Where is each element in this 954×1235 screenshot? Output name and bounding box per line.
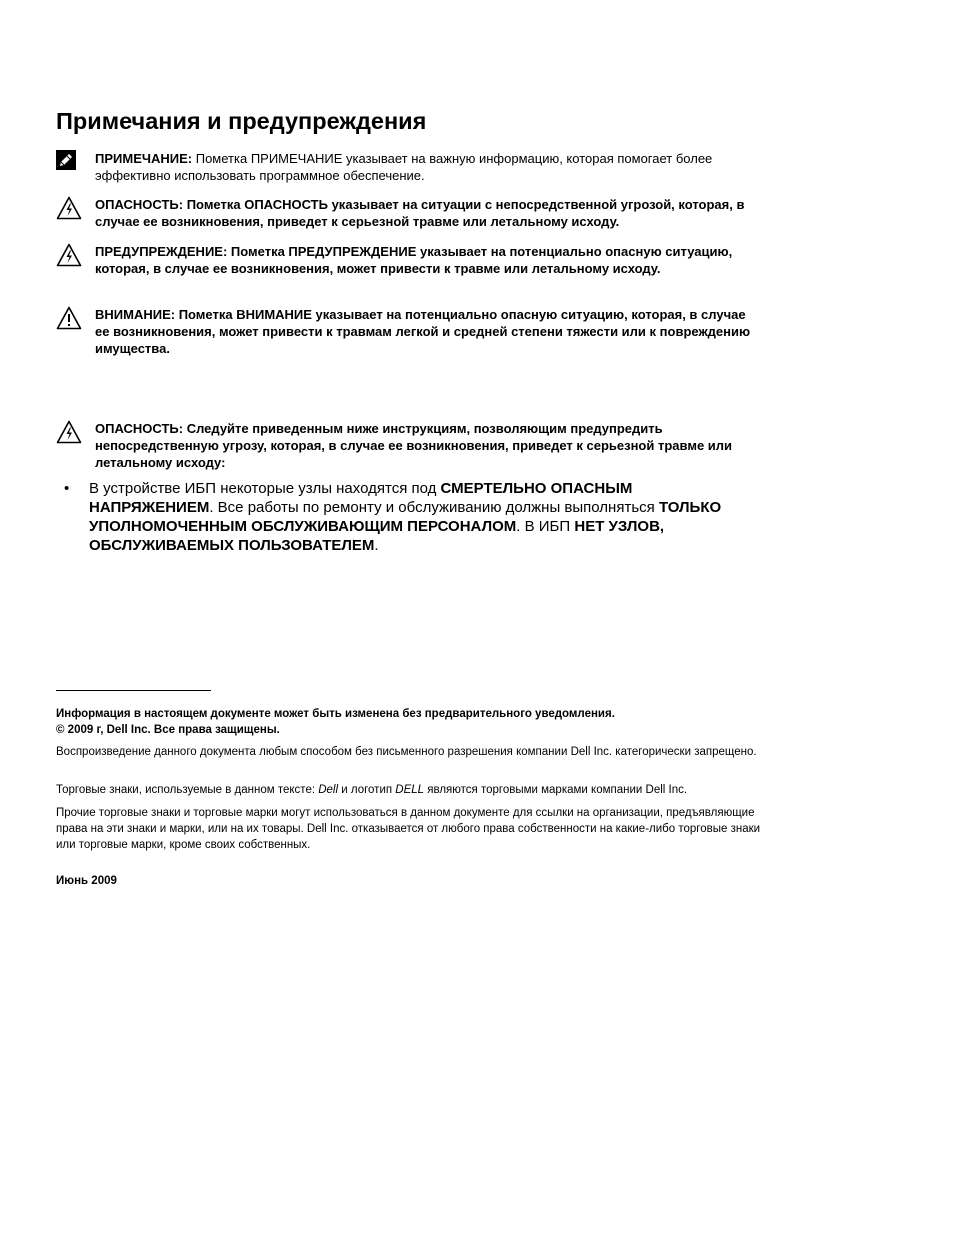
trademarks-text: и логотип <box>338 784 396 796</box>
caution-triangle-icon <box>56 306 80 330</box>
trademarks-text: являются торговыми марками компании Dell Inc. <box>424 784 688 796</box>
electric-hazard-icon <box>56 243 80 267</box>
warning-notice <box>56 243 756 277</box>
trademarks-text: Торговые знаки, используемые в данном тексте: <box>56 784 319 796</box>
notice-text: Следуйте приведенным ниже инструкциям, позволяющим предупредить непосредственную угрозу, которая, в случае ее возникновения, приведет к серьезной травме или летальному исходу: <box>95 421 733 470</box>
bullet-marker: • <box>64 480 70 497</box>
publication-date: Июнь 2009 <box>56 875 117 887</box>
notice-label: ПРЕДУПРЕЖДЕНИЕ: <box>95 244 228 259</box>
bullet-emphasis: НЕТ УЗЛОВ, ОБСЛУЖИВАЕМЫХ ПОЛЬЗОВАТЕЛЕМ <box>89 518 665 554</box>
bullet-text: . В ИБП <box>516 518 575 535</box>
copyright: © 2009 г, Dell Inc. Все права защищены. <box>56 724 280 736</box>
trademarks-notice <box>56 782 766 798</box>
page-title: Примечания и предупреждения <box>56 108 427 134</box>
notice-label: ВНИМАНИЕ: <box>95 307 176 322</box>
hazard-bullet-item <box>64 479 724 555</box>
notice-text: Пометка ПРИМЕЧАНИЕ указывает на важную информацию, которая помогает более эффективно использовать программное обеспечение. <box>95 151 713 183</box>
bullet-text: . Все работы по ремонту и обслуживанию должны выполняться <box>209 499 659 516</box>
trademark-dell: Dell <box>318 784 339 796</box>
bullet-text: В устройстве ИБП некоторые узлы находятся под <box>89 480 441 497</box>
reproduction-notice: Воспроизведение данного документа любым способом без письменного разрешения компании Dell Inc. категорически запрещено. <box>56 746 757 758</box>
notice-text: Пометка ОПАСНОСТЬ указывает на ситуации с непосредственной угрозой, которая, в случае ее возникновения, приведет к серьезной травме или летальному исходу. <box>95 197 745 229</box>
caution-notice <box>56 306 756 357</box>
other-trademarks-notice: Прочие торговые знаки и торговые марки могут использоваться в данном документе для ссылки на организации, предъявляющие права на эти знаки и марки, или на их товары. Dell Inc. отказывается от любого права собственности на какие-либо торговые знаки или торговые марки, кроме своих собственных. <box>56 807 761 851</box>
electric-hazard-icon <box>56 196 80 220</box>
trademark-dell-logo: DELL <box>395 784 425 796</box>
danger-instructions-notice <box>56 420 756 471</box>
info-notice: Информация в настоящем документе может быть изменена без предварительного уведомления. <box>56 708 615 720</box>
bullet-emphasis: ТОЛЬКО УПОЛНОМОЧЕННЫМ ОБСЛУЖИВАЮЩИМ ПЕРСОНАЛОМ <box>89 499 722 535</box>
notice-text: Пометка ПРЕДУПРЕЖДЕНИЕ указывает на потенциально опасную ситуацию, которая, в случае ее возникновения, может привести к травме или летальному исходу. <box>95 244 733 276</box>
bullet-emphasis: СМЕРТЕЛЬНО ОПАСНЫМ НАПРЯЖЕНИЕМ <box>89 480 633 516</box>
footnote-divider <box>56 690 211 691</box>
notice-label: ПРИМЕЧАНИЕ: <box>95 151 193 166</box>
notice-label: ОПАСНОСТЬ: <box>95 421 184 436</box>
notice-label: ОПАСНОСТЬ: <box>95 197 184 212</box>
note-notice <box>56 150 756 184</box>
bullet-text: . <box>374 537 379 554</box>
note-pencil-icon <box>56 150 80 174</box>
electric-hazard-icon <box>56 420 80 444</box>
danger-notice <box>56 196 756 230</box>
notice-text: Пометка ВНИМАНИЕ указывает на потенциально опасную ситуацию, которая, в случае ее возникновения, может привести к травмам легкой и средней степени тяжести или к повреждению имущества. <box>95 307 751 356</box>
footer-info <box>56 706 766 738</box>
